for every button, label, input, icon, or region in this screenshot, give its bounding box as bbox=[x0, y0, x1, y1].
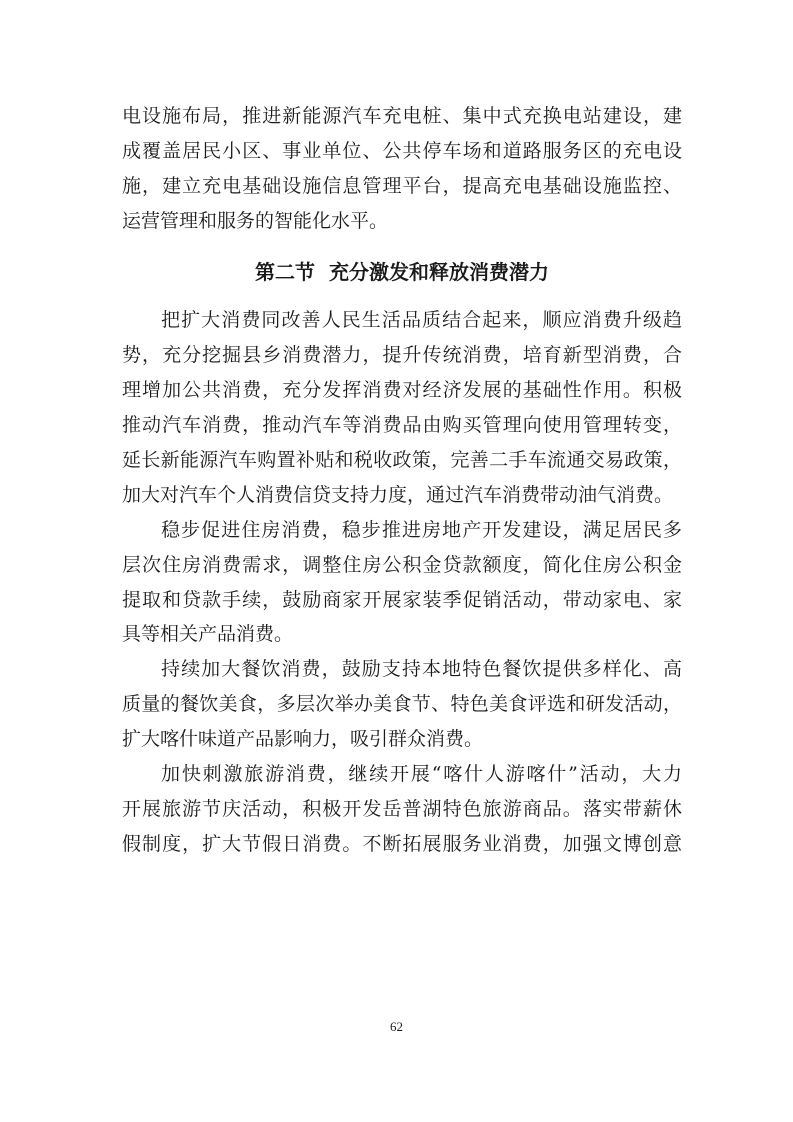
section-heading: 第二节 充分激发和释放消费潜力 bbox=[255, 259, 549, 284]
text-line: 质量的餐饮美食，多层次举办美食节、特色美食评选和研发活动， bbox=[122, 693, 682, 716]
text-line: 持续加大餐饮消费，鼓励支持本地特色餐饮提供多样化、高 bbox=[161, 658, 682, 681]
page-number: 62 bbox=[390, 1019, 403, 1034]
text-line: 势，充分挖掘县乡消费潜力，提升传统消费，培育新型消费，合 bbox=[122, 344, 682, 367]
text-line: 理增加公共消费，充分发挥消费对经济发展的基础性作用。积极 bbox=[122, 379, 682, 402]
paragraph bbox=[122, 513, 682, 653]
text-line: 把扩大消费同改善人民生活品质结合起来，顺应消费升级趋 bbox=[161, 309, 682, 332]
text-line: 成覆盖居民小区、事业单位、公共停车场和道路服务区的充电设 bbox=[122, 139, 682, 162]
text-line: 电设施布局，推进新能源汽车充电桩、集中式充换电站建设，建 bbox=[122, 105, 682, 127]
text-line: 延长新能源汽车购置补贴和税收政策，完善二手车流通交易政策， bbox=[122, 449, 682, 472]
text-line: 推动汽车消费，推动汽车等消费品由购买管理向使用管理转变， bbox=[122, 414, 682, 437]
text-line: 稳步促进住房消费，稳步推进房地产开发建设，满足居民多 bbox=[161, 518, 682, 541]
paragraph bbox=[122, 757, 682, 862]
page-body bbox=[122, 99, 682, 862]
paragraph bbox=[122, 303, 682, 512]
text-line: 扩大喀什味道产品影响力，吸引群众消费。 bbox=[122, 728, 484, 751]
text-line: 假制度，扩大节假日消费。不断拓展服务业消费，加强文博创意 bbox=[122, 832, 682, 855]
text-line: 层次住房消费需求，调整住房公积金贷款额度，简化住房公积金 bbox=[122, 553, 682, 576]
paragraph bbox=[122, 99, 682, 239]
text-line: 运营管理和服务的智能化水平。 bbox=[122, 209, 389, 232]
text-line: 施，建立充电基础设施信息管理平台，提高充电基础设施监控、 bbox=[122, 174, 682, 197]
text-line: 开展旅游节庆活动，积极开发岳普湖特色旅游商品。落实带薪休 bbox=[122, 797, 682, 820]
text-line: 加快刺激旅游消费，继续开展“喀什人游喀什”活动，大力 bbox=[161, 763, 682, 786]
text-line: 提取和贷款手续，鼓励商家开展家装季促销活动，带动家电、家 bbox=[122, 588, 682, 611]
paragraph bbox=[122, 652, 682, 757]
text-line: 具等相关产品消费。 bbox=[122, 623, 294, 646]
text-line: 加大对汽车个人消费信贷支持力度，通过汽车消费带动油气消费。 bbox=[122, 483, 674, 506]
